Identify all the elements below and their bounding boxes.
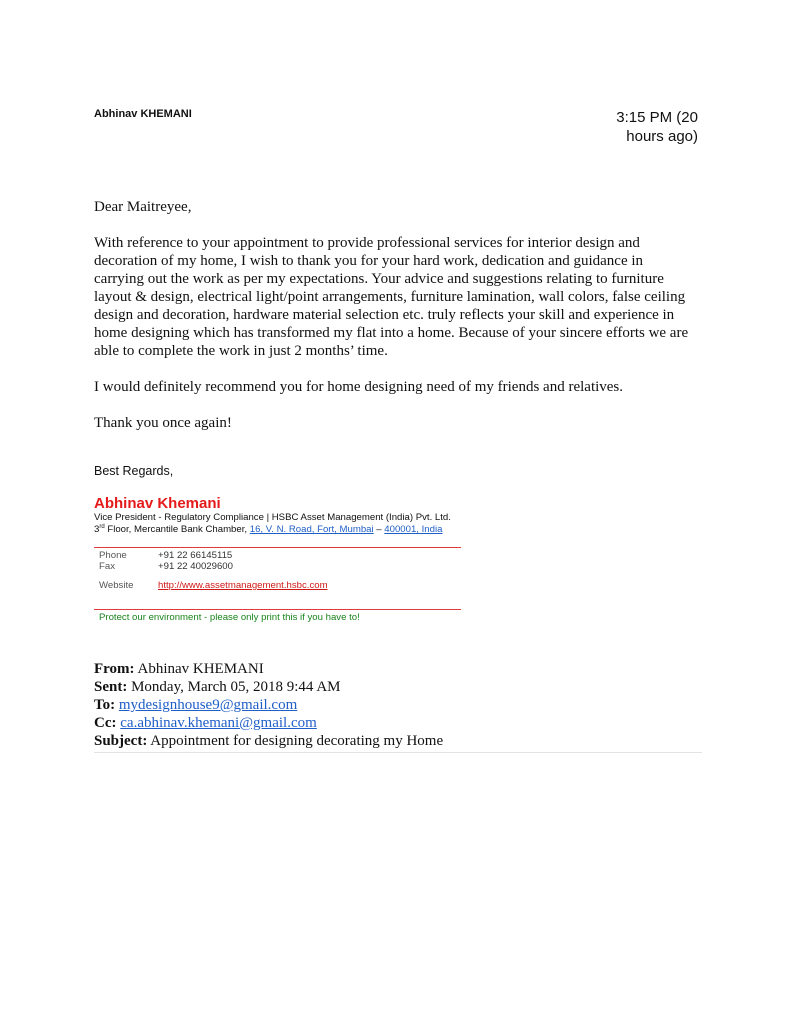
signature-divider-bottom: [94, 609, 461, 610]
from-value: Abhinav KHEMANI: [137, 661, 264, 677]
contact-phone-row: [99, 550, 232, 561]
meta-to-row: [94, 696, 704, 714]
meta-from-row: [94, 660, 704, 678]
contact-website-row: [99, 580, 328, 591]
to-label: To:: [94, 697, 116, 713]
subject-label: Subject:: [94, 733, 148, 749]
meta-cc-row: [94, 714, 704, 732]
timestamp-line-1: 3:15 PM (20: [616, 109, 698, 126]
signature-title: Vice President - Regulatory Compliance | HSBC Asset Management (India) Pvt. Ltd.: [94, 512, 451, 523]
letter-paragraph-1: With reference to your appointment to provide professional services for interior design and decoration of my home, I wish to thank you for your hard work, dedication and guidance in carrying out the work as per my expectations. Your advice and suggestions relating to furniture layout & design, electrical light/point arrangements, furniture lamination, wall colors, false ceiling design and decoration, hardware material selection etc. truly reflects your skill and experience in home designing which has transformed my flat into a home. Because of your sincere efforts we are able to complete the work in just 2 months’ time.: [94, 235, 689, 359]
environment-note: Protect our environment - please only print this if you have to!: [99, 612, 360, 623]
subject-value: Appointment for designing decorating my Home: [150, 733, 444, 749]
message-timestamp: [568, 108, 698, 146]
timestamp-line-2: hours ago): [626, 128, 698, 145]
phone-label: Phone: [99, 550, 127, 561]
letter-greeting: Dear Maitreyee,: [94, 199, 192, 215]
address-pin-link[interactable]: 400001, India: [384, 524, 443, 535]
fax-value: +91 22 40029600: [158, 561, 233, 572]
cc-label: Cc:: [94, 715, 117, 731]
letter-paragraph-3: Thank you once again!: [94, 415, 232, 431]
address-road-link[interactable]: 16, V. N. Road, Fort, Mumbai: [249, 524, 374, 535]
meta-subject-row: [94, 732, 704, 750]
address-separator: –: [373, 524, 385, 535]
address-floor-suffix: rd: [99, 524, 105, 530]
sent-value: Monday, March 05, 2018 9:44 AM: [131, 679, 341, 695]
address-prefix: Floor, Mercantile Bank Chamber,: [104, 524, 250, 535]
sent-label: Sent:: [94, 679, 128, 695]
signature-regards: Best Regards,: [94, 464, 174, 478]
phone-value: +91 22 66145115: [158, 550, 233, 561]
signature-divider-top: [94, 547, 461, 548]
meta-sent-row: [94, 678, 704, 696]
fax-label: Fax: [99, 561, 115, 572]
signature-name: Abhinav Khemani: [94, 495, 221, 512]
cc-email-link[interactable]: ca.abhinav.khemani@gmail.com: [120, 715, 317, 731]
letter-paragraph-2: I would definitely recommend you for home designing need of my friends and relatives.: [94, 379, 624, 395]
forwarded-message-header: [94, 660, 704, 750]
header-sender-name: Abhinav KHEMANI: [94, 108, 192, 120]
website-link[interactable]: http://www.assetmanagement.hsbc.com: [158, 580, 328, 591]
signature-address: [94, 524, 442, 535]
website-label: Website: [99, 580, 134, 591]
contact-fax-row: [99, 561, 233, 572]
from-label: From:: [94, 661, 135, 677]
letter-body: [94, 198, 694, 450]
to-email-link[interactable]: mydesignhouse9@gmail.com: [118, 697, 298, 713]
address-floor-number: 3: [94, 524, 100, 535]
meta-divider: [94, 752, 702, 753]
